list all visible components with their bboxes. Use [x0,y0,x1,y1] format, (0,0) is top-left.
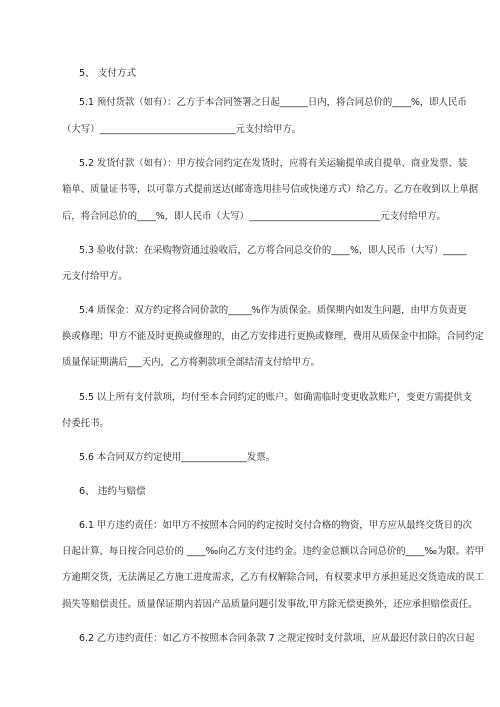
paragraph-line: 6.1 甲方违约责任：如甲方不按照本合同的约定按时交付合格的物资，甲方应从最终交货日的次 [79,520,472,531]
paragraph-line: 6.2 乙方违约责任：如乙方不按照本合同条款 7 之规定按时支付款项，应从最迟付款日的次日起 [79,633,475,644]
paragraph-line: 5.5 以上所有支付款项，均付至本合同约定的账户。如确需临时变更收款账户，变更方需提供支 [79,392,472,403]
paragraph-line: 付委托书。 [62,418,109,429]
paragraph-line: 后，将合同总价的____%，即人民币（大写）____________________________元支付给甲方。 [62,211,446,222]
paragraph-line: 质量保证期满后___天内，乙方将剩款项全部结清支付给甲方。 [62,357,320,368]
paragraph-line: 日起计算，每日按合同总价的 ____‰向乙方支付违约金。违约金总额以合同总价的____‰为限。若甲 [62,546,484,557]
paragraph-line: 5.6 本合同双方约定使用______________发票。 [79,452,276,463]
paragraph-line: （大写）_____________________________元支付给甲方。 [62,124,302,135]
paragraph-line: 5.1 预付货款（如有）：乙方于本合同签署之日起______日内，将合同总价的____%，即人民币 [79,97,467,108]
section-heading: 5、 支付方式 [79,68,137,79]
section-heading: 6、 违约与赔偿 [79,486,146,497]
paragraph-line: 换或修理；甲方不能及时更换或修理的，由乙方安排进行更换或修理，费用从质保金中扣除。合同约定 [62,331,484,342]
paragraph-line: 损失等赔偿责任。质量保证期内若因产品质量问题引发事故,甲方除无偿更换外，还应承担赔偿责任。 [62,599,478,610]
paragraph-line: 箱单、质量证书等，以可靠方式提前送达(邮寄选用挂号信或快递方式）给乙方。乙方在收到以上单据 [62,184,479,195]
paragraph-line: 方逾期交货，无法满足乙方施工进度需求，乙方有权解除合同，有权要求甲方承担延迟交货造成的误工 [62,572,484,583]
paragraph-line: 元支付给甲方。 [62,271,128,282]
paragraph-line: 5.2 发货付款（如有）：甲方按合同约定在发货时，应将有关运输提单或自提单、商业发票、装 [79,158,468,169]
paragraph-line: 5.3 验收付款：在采购物资通过验收后，乙方将合同总交价的____%，即人民币（大写）_____ [79,245,467,256]
paragraph-line: 5.4 质保金：双方约定将合同价款的_____%作为质保金。质保期内如发生问题，由甲方负责更 [79,305,467,316]
